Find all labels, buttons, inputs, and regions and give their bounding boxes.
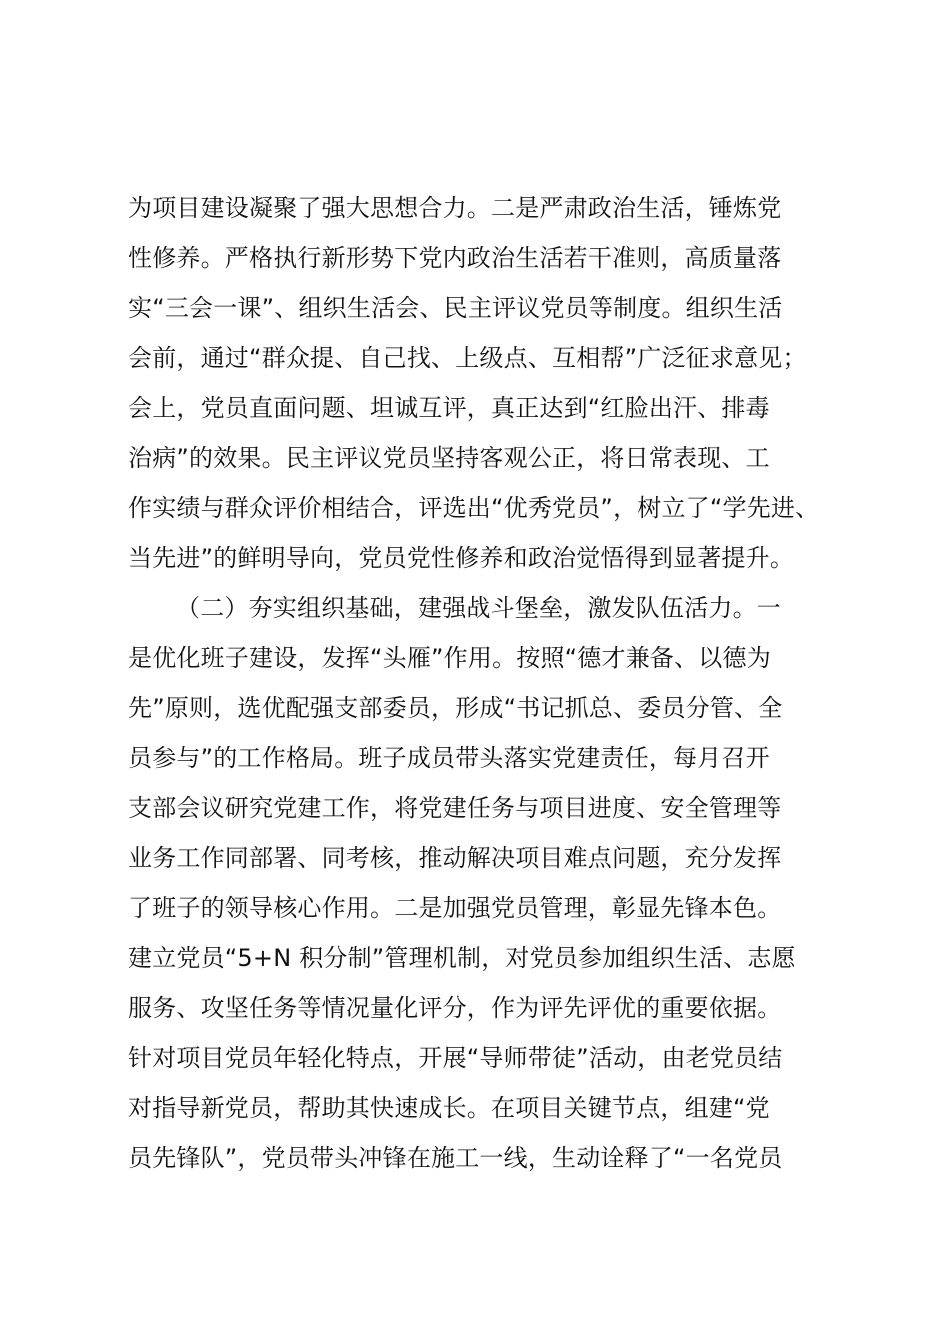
text-line-8: 当先进”的鲜明导向，党员党性修养和政治觉悟得到显著提升。 [128, 544, 795, 572]
text-line-12: 员参与”的工作格局。班子成员带头落实党建责任，每月召开 [128, 744, 770, 772]
text-line-2: 性修养。严格执行新形势下党内政治生活若干准则，高质量落 [128, 244, 782, 272]
text-line-10: 是优化班子建设，发挥“头雁”作用。按照“德才兼备、以德为 [128, 644, 771, 672]
text-line-11: 先”原则，选优配强支部委员，形成“书记抓总、委员分管、全 [128, 694, 783, 722]
text-line-14: 业务工作同部署、同考核，推动解决项目难点问题，充分发挥 [128, 844, 782, 872]
text-line-3: 实“三会一课”、组织生活会、民主评议党员等制度。组织生活 [128, 294, 783, 322]
text-line-19: 对指导新党员，帮助其快速成长。在项目关键节点，组建“党 [128, 1094, 770, 1122]
text-line-6: 治病”的效果。民主评议党员坚持客观公正，将日常表现、工 [128, 444, 770, 472]
section-heading-line: （二）夯实组织基础，建强战斗堡垒，激发队伍活力。一 [176, 594, 781, 622]
text-line-5: 会上，党员直面问题、坦诚互评，真正达到“红脸出汗、排毒 [128, 394, 770, 422]
text-line-15: 了班子的领导核心作用。二是加强党员管理，彰显先锋本色。 [128, 894, 782, 922]
text-line-13: 支部会议研究党建工作，将党建任务与项目进度、安全管理等 [128, 794, 782, 822]
text-line-18: 针对项目党员年轻化特点，开展“导师带徒”活动，由老党员结 [128, 1044, 783, 1072]
text-line-4: 会前，通过“群众提、自己找、上级点、互相帮”广泛征求意见； [128, 344, 807, 372]
text-line-1: 为项目建设凝聚了强大思想合力。二是严肃政治生活，锤炼党 [128, 194, 782, 222]
text-line-17: 服务、攻坚任务等情况量化评分，作为评先评优的重要依据。 [128, 994, 782, 1022]
text-line-20: 员先锋队”，党员带头冲锋在施工一线，生动诠释了“一名党员 [128, 1144, 783, 1172]
text-line-16: 建立党员“5+N 积分制”管理机制，对党员参加组织生活、志愿 [128, 944, 796, 972]
text-line-7: 作实绩与群众评价相结合，评选出“优秀党员”，树立了“学先进、 [128, 494, 820, 522]
